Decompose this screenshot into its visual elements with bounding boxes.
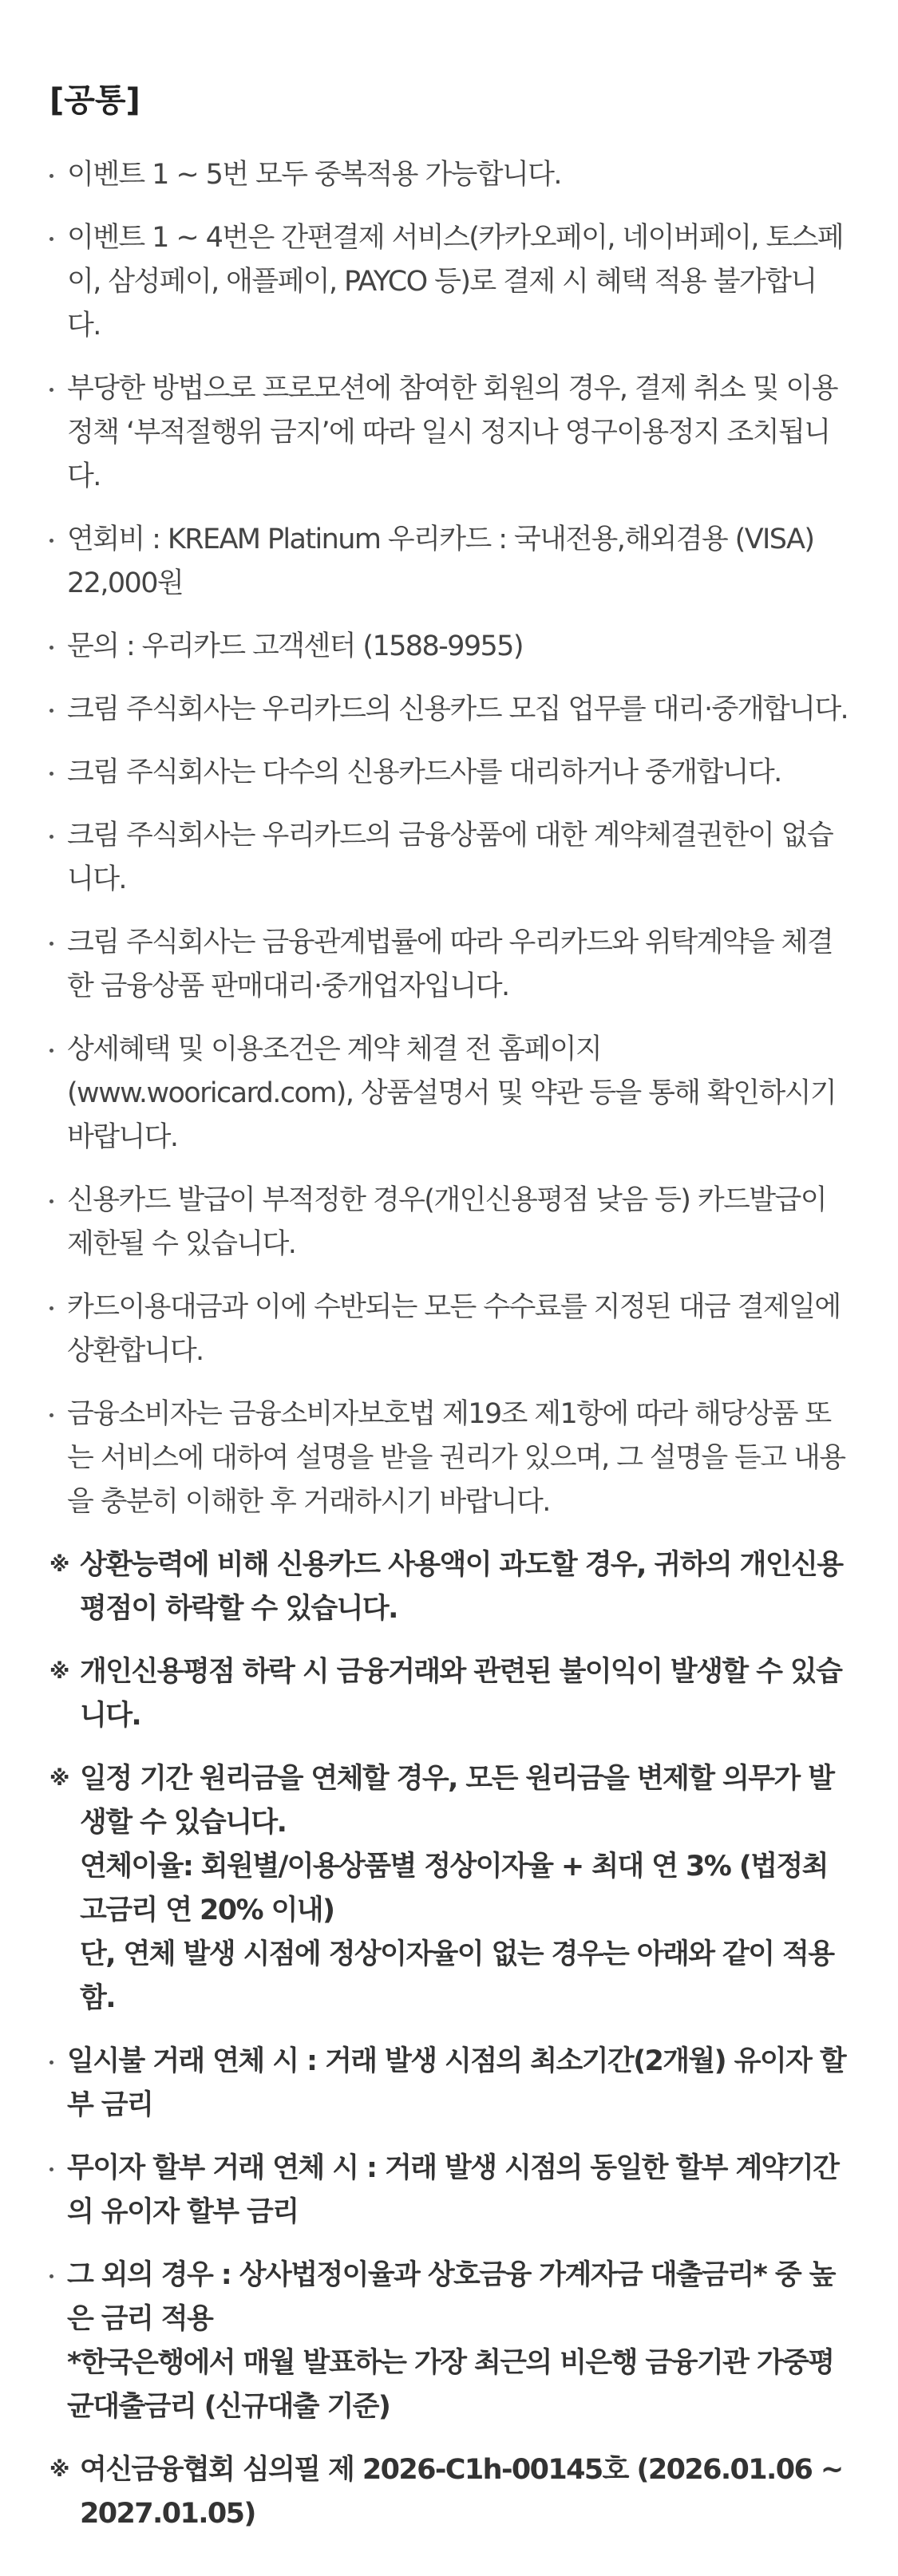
note-text: 크림 주식회사는 우리카드의 금융상품에 대한 계약체결권한이 없습니다. [67, 820, 833, 895]
bullet-note-item [49, 688, 849, 732]
bullet-note-item [49, 1393, 849, 1524]
note-text: 이벤트 1 ~ 4번은 간편결제 서비스(카카오페이, 네이버페이, 토스페이, 삼성페이, 애플페이, PAYCO 등)로 결제 시 혜택 적용 불가합니다. [67, 222, 844, 342]
reference-mark-icon: ※ [49, 2458, 69, 2482]
reference-note-item [49, 1543, 849, 1631]
bullet-note-item [49, 518, 849, 606]
note-text: 개인신용평점 하락 시 금융거래와 관련된 불이익이 발생할 수 있습니다. [80, 1656, 842, 1732]
bullet-note-item [49, 153, 849, 197]
note-text: 연회비 : KREAM Platinum 우리카드 : 국내전용,해외겸용 (VISA) 22,000원 [67, 523, 814, 599]
bullet-note-item [49, 1028, 849, 1160]
note-text: 카드이용대금과 이에 수반되는 모든 수수료를 지정된 대금 결제일에 상환합니다. [67, 1291, 841, 1367]
reference-note-item [49, 1757, 849, 2021]
note-text: 무이자 할부 거래 연체 시 : 거래 발생 시점의 동일한 할부 계약기간의 유이자 할부 금리 [67, 2152, 839, 2228]
note-text: 여신금융협회 심의필 제 2026-C1h-00145호 (2026.01.06 ~ 2027.01.05) [80, 2454, 843, 2530]
bullet-note-item [49, 921, 849, 1009]
note-text: 신용카드 발급이 부적정한 경우(개인신용평점 낮음 등) 카드발급이 제한될 수 있습니다. [67, 1184, 826, 1260]
bullet-note-item [49, 2254, 849, 2429]
note-text: 상환능력에 비해 신용카드 사용액이 과도할 경우, 귀하의 개인신용평점이 하락할 수 있습니다. [80, 1549, 843, 1625]
note-text: 연체이율: 회원별/이용상품별 정상이자율 + 최대 연 3% (법정최고금리 연 20% 이내) [80, 1851, 828, 1926]
reference-mark-icon: ※ [49, 1553, 69, 1577]
note-text: 일시불 거래 연체 시 : 거래 발생 시점의 최소기간(2개월) 유이자 할부 금리 [67, 2045, 846, 2121]
bullet-note-item [49, 2147, 849, 2234]
note-text: 일정 기간 원리금을 연체할 경우, 모든 원리금을 변제할 의무가 발생할 수 있습니다. [80, 1763, 834, 1839]
note-text: 금융소비자는 금융소비자보호법 제19조 제1항에 따라 해당상품 또는 서비스에 대하여 설명을 받을 권리가 있으며, 그 설명을 듣고 내용을 충분히 이해한 후 거래하시기 바랍니다. [67, 1398, 845, 1518]
reference-mark-icon: ※ [49, 1660, 69, 1684]
note-text: 크림 주식회사는 우리카드의 신용카드 모집 업무를 대리·중개합니다. [67, 693, 849, 725]
notes-list [49, 153, 849, 2536]
reference-note-item [49, 2448, 849, 2536]
bullet-note-item [49, 751, 849, 795]
note-text: 부당한 방법으로 프로모션에 참여한 회원의 경우, 결제 취소 및 이용정책 ‘부적절행위 금지’에 따라 일시 정지나 영구이용정지 조치됩니다. [67, 373, 837, 492]
note-text: 그 외의 경우 : 상사법정이율과 상호금융 가계자금 대출금리* 중 높은 금리 적용 [67, 2259, 835, 2335]
reference-mark-icon: ※ [49, 1767, 69, 1791]
bullet-note-item [49, 1179, 849, 1266]
bullet-note-item [49, 814, 849, 902]
bullet-note-item [49, 216, 849, 348]
reference-note-item [49, 1650, 849, 1738]
note-text: 크림 주식회사는 금융관계법률에 따라 우리카드와 위탁계약을 체결한 금융상품 판매대리·중개업자입니다. [67, 926, 833, 1002]
note-text: 상세혜택 및 이용조건은 계약 체결 전 홈페이지 (www.wooricard.com), 상품설명서 및 약관 등을 통해 확인하시기 바랍니다. [67, 1033, 837, 1153]
bullet-note-item [49, 2040, 849, 2128]
note-text: 크림 주식회사는 다수의 신용카드사를 대리하거나 중개합니다. [67, 757, 781, 788]
note-text: 이벤트 1 ~ 5번 모두 중복적용 가능합니다. [67, 159, 561, 191]
note-text: 단, 연체 발생 시점에 정상이자율이 없는 경우는 아래와 같이 적용함. [80, 1938, 834, 2014]
note-text: 문의 : 우리카드 고객센터 (1588-9955) [67, 630, 523, 662]
note-text: *한국은행에서 매월 발표하는 가장 최근의 비은행 금융기관 가중평균대출금리 (신규대출 기준) [67, 2347, 834, 2423]
bullet-note-item [49, 367, 849, 499]
section-title: [공통] [49, 82, 140, 119]
bullet-note-item [49, 1286, 849, 1373]
bullet-note-item [49, 625, 849, 669]
